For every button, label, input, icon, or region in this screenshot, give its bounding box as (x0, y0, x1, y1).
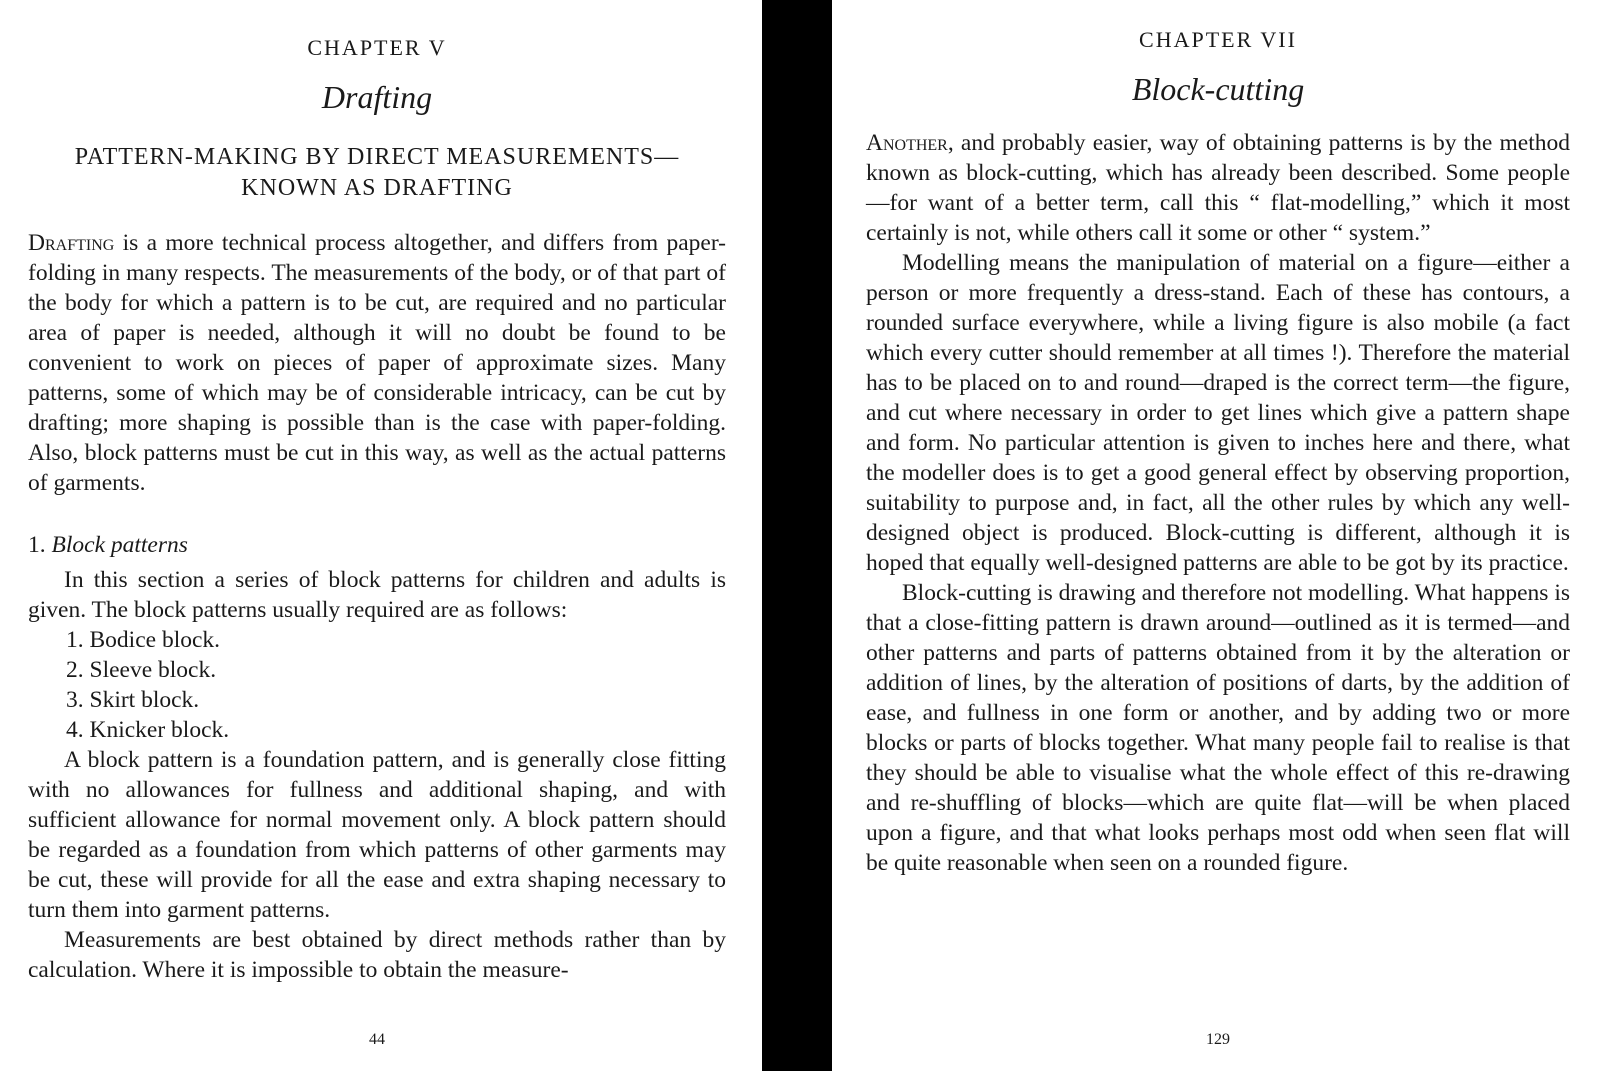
paragraph (866, 128, 1570, 248)
left-page (0, 0, 762, 1071)
paragraph: Modelling means the manipulation of material on a figure—either a person or more frequently a dress-stand. Each of these has contours, a rounded surface everywhere, while a living figure is also mobile (a fact which every cutter should remember at all times !). Therefore the material has to be placed on to and round—draped is the correct term—the figure, and cut where necessary in order to get lines which give a pattern shape and form. No particular attention is given to inches here and there, what the modeller does is to get a good general effect by observing proportion, suitability to purpose and, in fact, all the other rules by which any well-designed object is produced. Block-cutting is different, although it is hoped that equally well-designed patterns are able to be got by its practice. (866, 250, 1570, 576)
section-heading (28, 142, 726, 204)
book-gutter (762, 0, 832, 1071)
chapter-title: Block-cutting (1131, 71, 1305, 107)
chapter-title: Drafting (321, 79, 433, 115)
subsection-number: 1. (28, 532, 46, 558)
subsection-heading (28, 532, 726, 559)
paragraph-text: is a more technical process altogether, and differs from paper-folding in many respects. The measurements of the body, or of that part of the body for which a pattern is to be cut, are required and no particular area of paper is needed, although it will no doubt be found to be convenient to work on pieces of paper of approximate sizes. Many patterns, some of which may be of considerable intricacy, can be cut by drafting; more shaping is possible than is the case with paper-folding. Also, block patterns must be cut in this way, as well as the actual patterns of garments. (28, 230, 726, 496)
paragraph: Block-cutting is drawing and therefore not modelling. What happens is that a close-fitting pattern is drawn around—outlined as it is termed—and other patterns and parts of patterns obtained from it by the alteration or addition of lines, by the alteration of positions of darts, by the addition of ease, and fullness in one form or another, and by adding two or more blocks or parts of blocks together. What many people fail to realise is that they should be able to visualise what the whole effect of this re-drawing and re-shuffling of blocks—which are quite flat—will be when placed upon a figure, and that what looks perhaps most odd when seen flat will be quite reasonable when seen on a rounded figure. (866, 580, 1570, 876)
list-item: 3. Skirt block. (66, 687, 200, 713)
section-heading-line: KNOWN AS DRAFTING (241, 175, 513, 201)
chapter-label: CHAPTER VII (1139, 27, 1297, 52)
page-number: 129 (1206, 1031, 1230, 1048)
section-heading-line: PATTERN-MAKING BY DIRECT MEASUREMENTS— (74, 144, 680, 170)
block-list (28, 625, 726, 745)
subsection-title: Block patterns (51, 532, 188, 558)
page-number: 44 (369, 1031, 385, 1048)
paragraph-lead: Another (866, 130, 948, 156)
chapter-label: CHAPTER V (307, 35, 447, 60)
paragraph: In this section a series of block patterns for children and adults is given. The block patterns usually required are as follows: (28, 567, 726, 623)
paragraph-text: , and probably easier, way of obtaining patterns is by the method known as block-cutting, which has already been described. Some people—for want of a better term, call this “ flat-modelling,” which it most certainly is not, while others call it some or other “ system.” (866, 130, 1570, 246)
list-item: 1. Bodice block. (66, 627, 221, 653)
list-item: 2. Sleeve block. (66, 657, 217, 683)
paragraph (28, 228, 726, 498)
paragraph: Measurements are best obtained by direct methods rather than by calculation. Where it is impossible to obtain the measure- (28, 927, 726, 983)
right-page (832, 0, 1600, 1071)
paragraph-lead: Drafting (28, 230, 115, 256)
paragraph: A block pattern is a foundation pattern, and is generally close fitting with no allowances for fullness and additional shaping, and with sufficient allowance for normal movement only. A block pattern should be regarded as a foundation from which patterns of other garments may be cut, these will provide for all the ease and extra shaping necessary to turn them into garment patterns. (28, 747, 726, 923)
list-item: 4. Knicker block. (66, 717, 230, 743)
